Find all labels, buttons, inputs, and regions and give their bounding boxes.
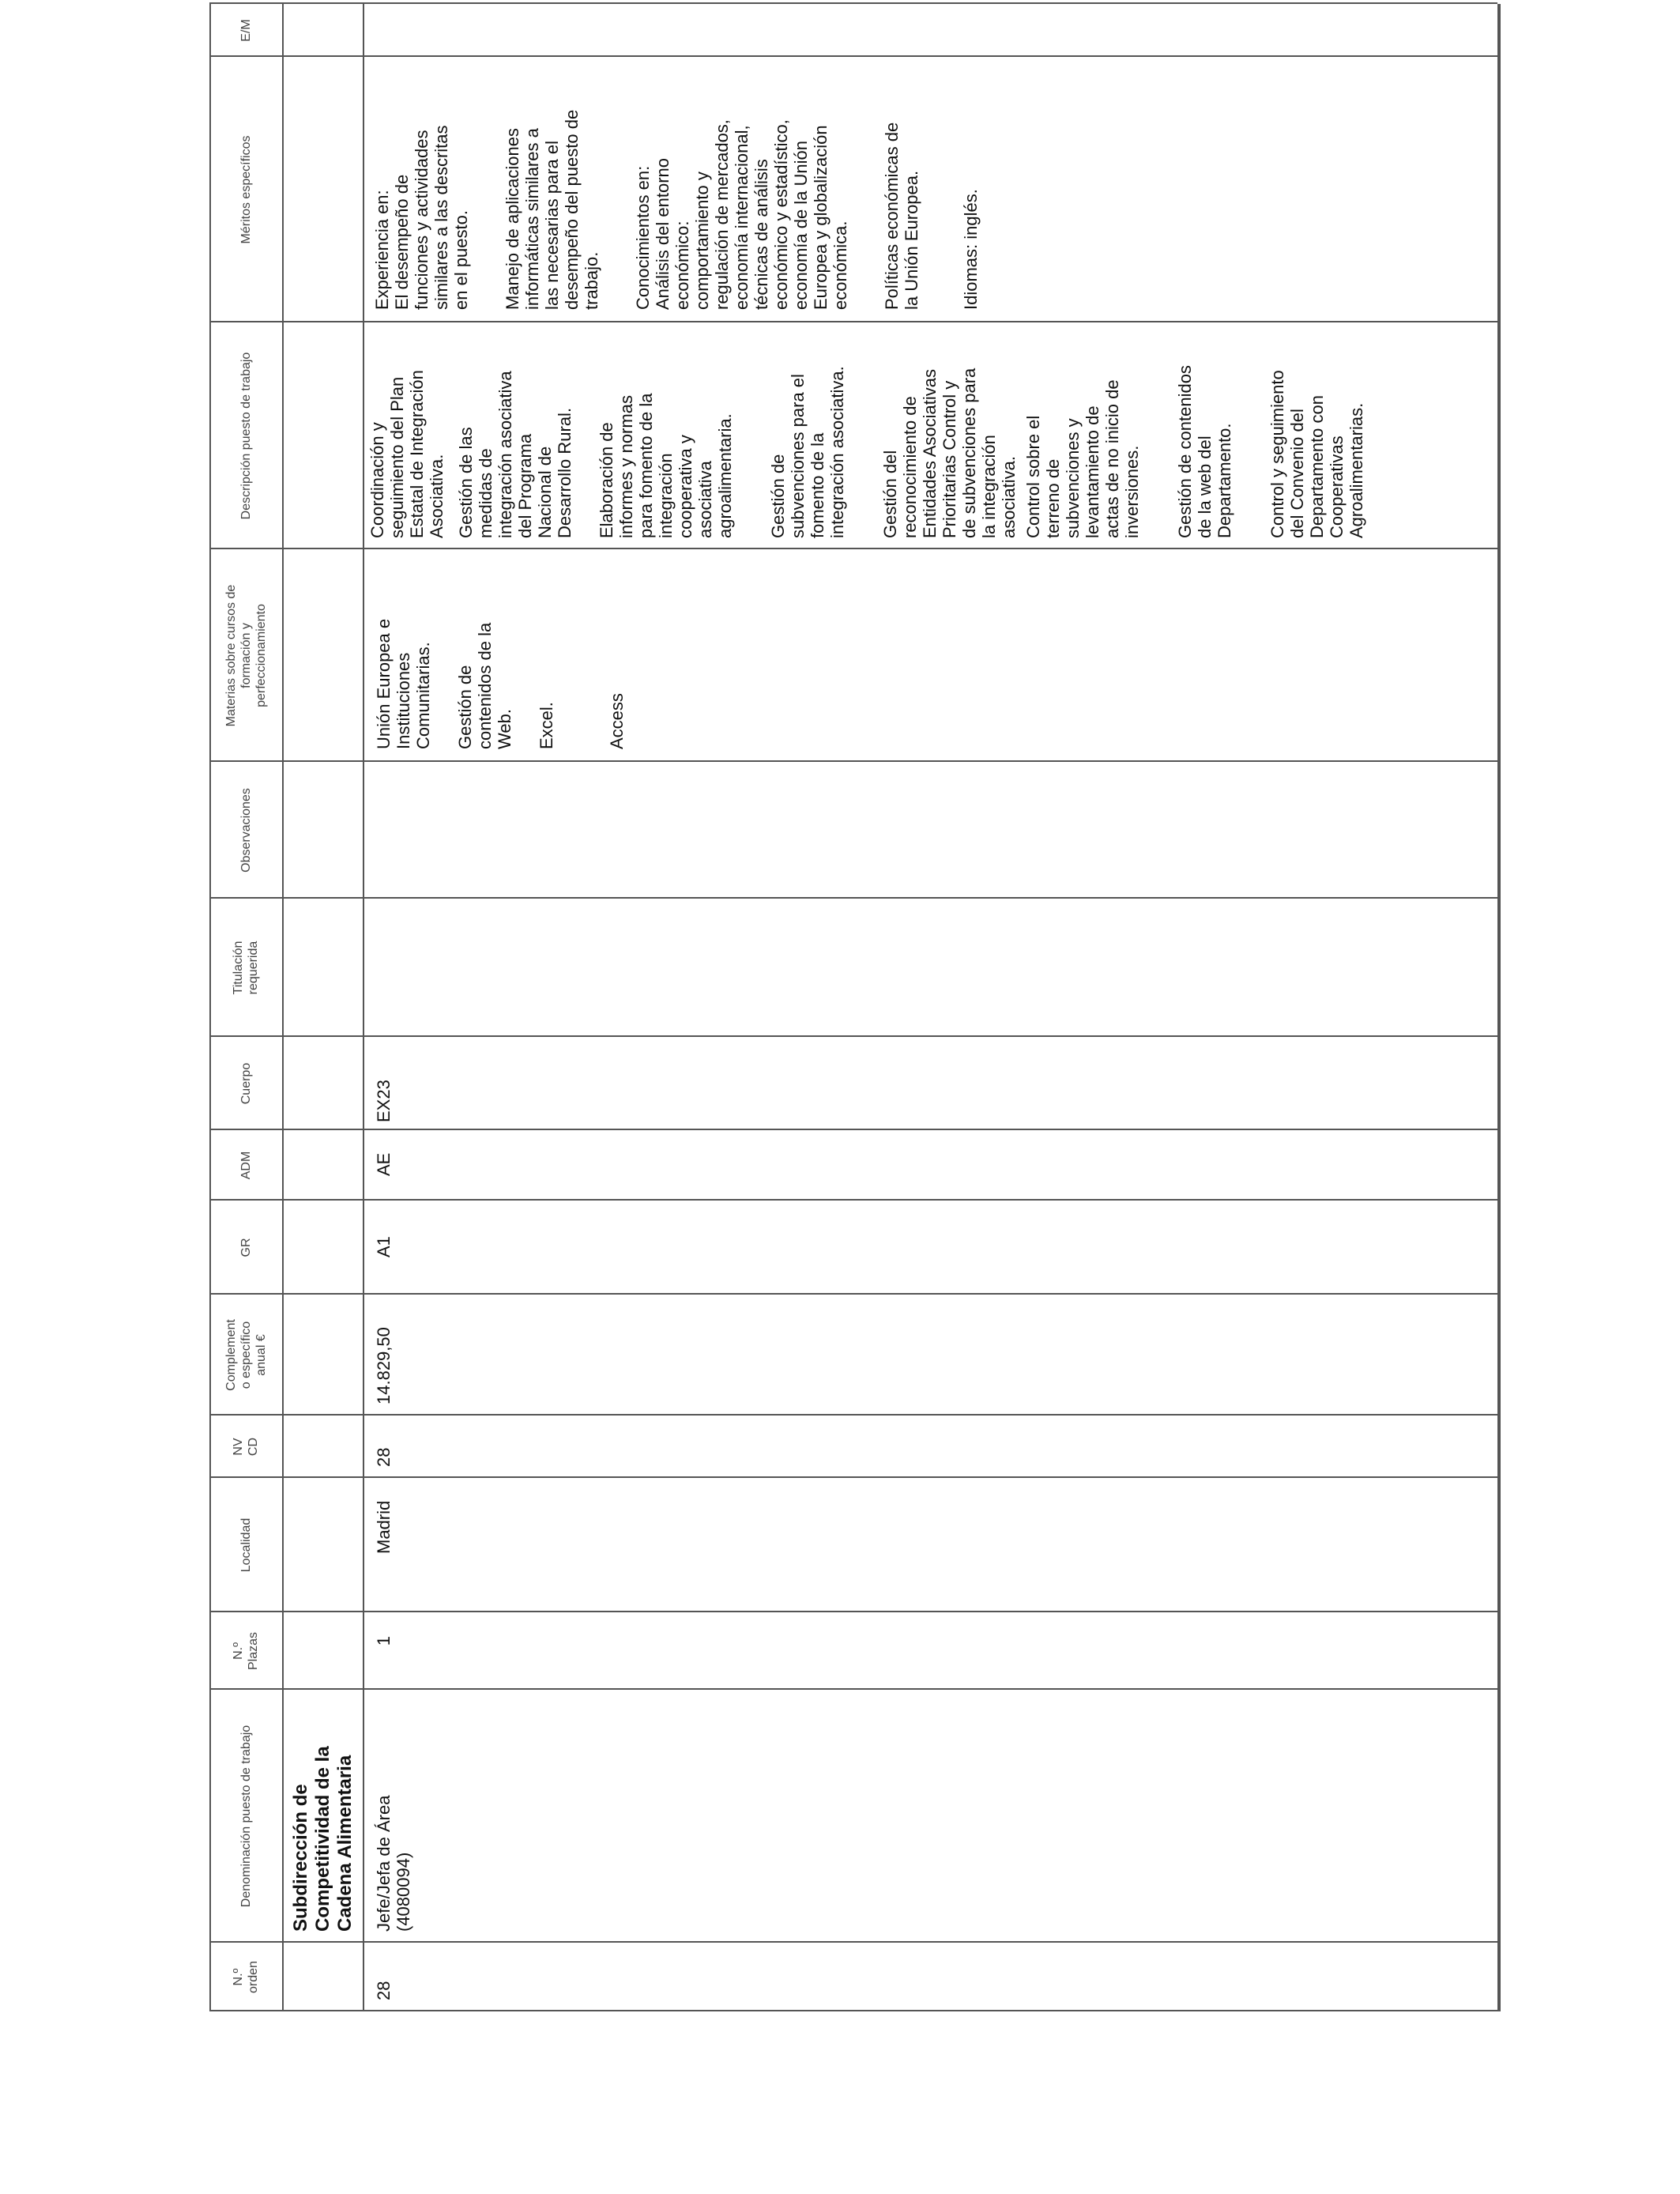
header-em <box>209 4 282 57</box>
cell-em <box>363 4 372 57</box>
descripcion-item: Control sobre el terreno de subvenciones y levantamiento de actas de no inicio de inversiones. <box>1023 379 1142 538</box>
merito-item: Conocimientos en: Análisis del entorno económico: comportamiento y regulación de mercados, economía internacional, técnicas de análisis económico y estadístico, economía de la Unión Europea y globalización económica. <box>633 119 850 310</box>
col-border <box>209 1129 1497 1130</box>
rotated-table <box>209 4 1513 2011</box>
header-orden <box>209 1943 282 2011</box>
col-border <box>209 1035 1497 1037</box>
header-meritos <box>209 57 282 322</box>
header-orden-label: N.º orden <box>232 1961 260 1993</box>
descripcion-item: Gestión del reconocimiento de Entidades Asociativas Prioritarias Control y de subvenciones para la integración asociativa. <box>880 368 1019 538</box>
col-border <box>209 2010 1497 2011</box>
col-border <box>209 2 1497 4</box>
col-border <box>209 1476 1497 1478</box>
header-descripcion <box>209 322 282 549</box>
header-observaciones-label: Observaciones <box>239 788 253 873</box>
cell-nivel: 28 <box>374 1447 394 1467</box>
col-border <box>209 1293 1497 1295</box>
cell-orden: 28 <box>374 1981 394 2000</box>
header-materias <box>209 549 282 762</box>
merito-item: Manejo de aplicaciones informáticas similares a las necesarias para el desempeño del puesto de trabajo. <box>503 109 601 310</box>
cell-grupo: A1 <box>374 1236 394 1257</box>
header-nivel <box>209 1416 282 1478</box>
cell-cuerpo: EX23 <box>374 1080 394 1122</box>
merito-item: Idiomas: inglés. <box>961 189 981 310</box>
descripcion-item: Gestión de contenidos de la web del Departamento. <box>1175 365 1234 538</box>
descripcion-item: Gestión de las medidas de integración asociativa del Programa Nacional de Desarrollo Rural. <box>456 371 574 538</box>
header-complemento <box>209 1295 282 1416</box>
materia-item: Gestión de contenidos de la Web. <box>455 622 514 749</box>
descripcion-item: Elaboración de informes y normas para fomento de la integración cooperativa y asociativa agroalimentaria. <box>597 393 735 538</box>
col-border <box>209 1414 1497 1416</box>
header-denominacion <box>209 1690 282 1943</box>
header-titulacion <box>209 899 282 1037</box>
materia-item: Access <box>607 693 627 749</box>
cell-observaciones <box>363 762 372 899</box>
header-cuerpo-label: Cuerpo <box>239 1062 253 1105</box>
header-adm-label: ADM <box>239 1151 253 1180</box>
descripcion-item: Coordinación y seguimiento del Plan Estatal de Integración Asociativa. <box>367 370 446 538</box>
header-cuerpo <box>209 1037 282 1130</box>
cell-adm: AE <box>374 1152 394 1176</box>
header-descripcion-label: Descripción puesto de trabajo <box>239 352 253 520</box>
header-localidad-label: Localidad <box>239 1517 253 1573</box>
cell-titulacion <box>363 899 372 1037</box>
cell-descripcion <box>363 322 1388 549</box>
merito-item: Políticas económicas de la Unión Europea. <box>882 122 921 310</box>
cell-plazas: 1 <box>374 1636 394 1646</box>
header-materias-label: Materias sobre cursos de formación y perfeccionamiento <box>224 584 268 727</box>
header-meritos-label: Méritos específicos <box>239 135 253 244</box>
header-adm <box>209 1130 282 1201</box>
descripcion-item: Control y seguimiento del Convenio del Departamento con Cooperativas Agroalimentarias. <box>1268 370 1366 538</box>
header-complemento-label: Complement o específico anual € <box>224 1319 268 1391</box>
header-nivel-label: NV CD <box>232 1437 260 1457</box>
table-bottom-border <box>1497 4 1501 2011</box>
materia-item: Excel. <box>537 702 556 749</box>
header-grupo-label: GR <box>239 1238 253 1257</box>
header-localidad <box>209 1478 282 1612</box>
header-grupo <box>209 1201 282 1295</box>
cell-materias <box>363 549 649 762</box>
col-border <box>209 1199 1497 1201</box>
merito-item: Experiencia en: El desempeño de funciones y actividades similares a las descritas en el puesto. <box>372 125 471 310</box>
descripcion-item: Gestión de subvenciones para el fomento de la integración asociativa. <box>768 366 847 538</box>
header-observaciones <box>209 762 282 899</box>
col-border <box>209 1611 1497 1612</box>
header-em-label: E/M <box>239 19 253 42</box>
cell-denominacion: Jefe/Jefa de Área (4080094) <box>374 1795 413 1932</box>
materia-item: Unión Europea e Instituciones Comunitarias. <box>374 618 433 749</box>
header-denominacion-label: Denominación puesto de trabajo <box>239 1725 253 1908</box>
header-plazas-label: N.º Plazas <box>232 1631 260 1671</box>
col-border <box>209 897 1497 899</box>
header-titulacion-label: Titulación requerida <box>232 941 260 995</box>
cell-complemento: 14.829,50 <box>374 1327 394 1404</box>
section-title: Subdirección de Competitividad de la Cadena Alimentaria <box>290 1746 356 1932</box>
cell-localidad: Madrid <box>374 1500 394 1554</box>
cell-meritos <box>363 57 1003 322</box>
header-plazas <box>209 1612 282 1690</box>
